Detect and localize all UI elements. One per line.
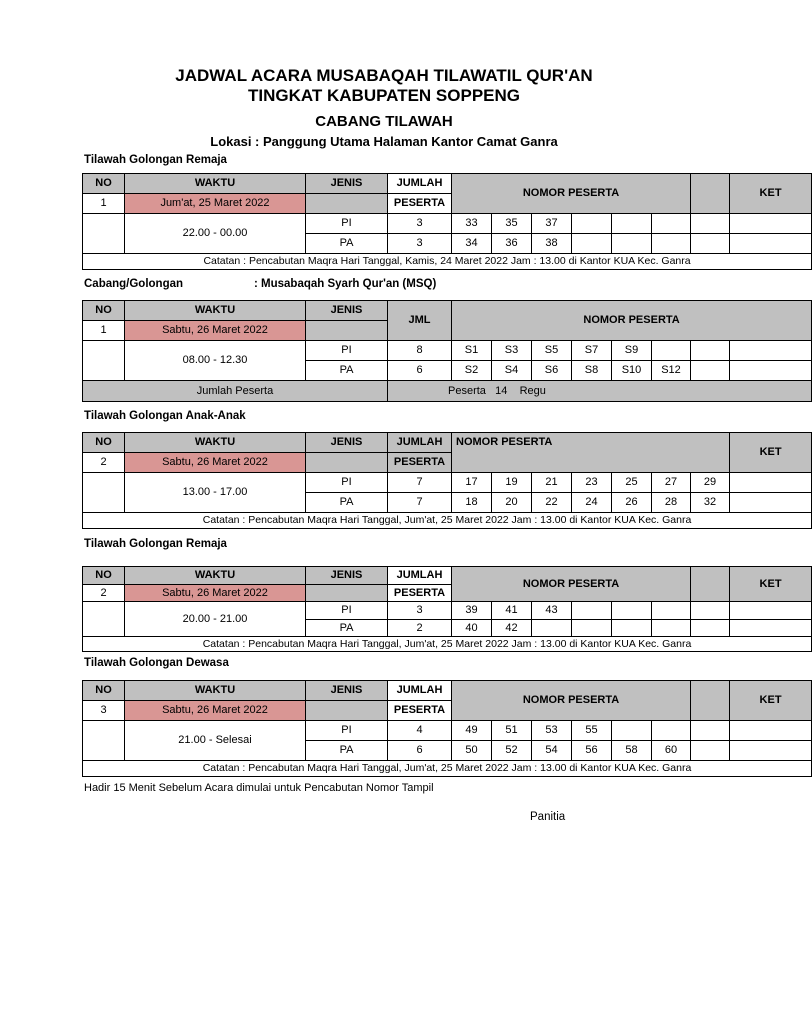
nomor-cell (691, 620, 730, 637)
header-jenis: JENIS (306, 301, 388, 321)
nomor-cell (691, 361, 730, 381)
header-jumlah: JUMLAH (388, 681, 452, 701)
signature: Panitia (530, 811, 566, 823)
nomor-cell: 23 (572, 473, 612, 493)
nomor-cell (652, 602, 691, 620)
schedule-table-remaja-2 (82, 566, 812, 652)
ket-cell (730, 620, 812, 637)
header-no: NO (83, 681, 125, 701)
nomor-cell: S3 (492, 341, 532, 361)
nomor-cell (691, 602, 730, 620)
jumlah-pa: 7 (388, 493, 452, 513)
session-no: 2 (83, 453, 125, 473)
header-no: NO (83, 567, 125, 585)
nomor-cell: 54 (532, 741, 572, 761)
session-date: Sabtu, 26 Maret 2022 (125, 321, 306, 341)
nomor-cell: 53 (532, 721, 572, 741)
jumlah-pi: 3 (388, 602, 452, 620)
jumlah-pi: 7 (388, 473, 452, 493)
header-ket: KET (730, 567, 812, 602)
session-time: 13.00 - 17.00 (125, 473, 306, 513)
header-jenis: JENIS (306, 681, 388, 701)
nomor-cell (532, 620, 572, 637)
nomor-cell (652, 620, 691, 637)
nomor-cell: 28 (652, 493, 691, 513)
cabang-golongan-value: : Musabaqah Syarh Qur'an (MSQ) (254, 278, 437, 290)
nomor-cell: 60 (652, 741, 691, 761)
header-waktu: WAKTU (125, 433, 306, 453)
jumlah-pi: 8 (388, 341, 452, 361)
header-blank (691, 174, 730, 214)
section-note: Catatan : Pencabutan Maqra Hari Tanggal, Kamis, 24 Maret 2022 Jam : 13.00 di Kantor KUA Kec. Ganra (83, 254, 812, 270)
session-no: 2 (83, 585, 125, 602)
section-note: Catatan : Pencabutan Maqra Hari Tanggal, Jum'at, 25 Maret 2022 Jam : 13.00 di Kantor KUA Kec. Ganra (83, 637, 812, 652)
section-label: Tilawah Golongan Remaja (84, 538, 227, 550)
nomor-cell (691, 721, 730, 741)
nomor-cell: 36 (492, 234, 532, 254)
header-nomor-peserta: NOMOR PESERTA (452, 567, 691, 602)
section-note: Catatan : Pencabutan Maqra Hari Tanggal, Jum'at, 25 Maret 2022 Jam : 13.00 di Kantor KUA Kec. Ganra (83, 513, 812, 529)
subtitle: CABANG TILAWAH (315, 113, 453, 130)
header-blank (691, 681, 730, 721)
jenis-pi: PI (306, 341, 388, 361)
jenis-pa: PA (306, 741, 388, 761)
title-line-1: JADWAL ACARA MUSABAQAH TILAWATIL QUR'AN (175, 66, 593, 85)
session-date: Jum'at, 25 Maret 2022 (125, 194, 306, 214)
nomor-cell (612, 234, 652, 254)
nomor-cell (572, 620, 612, 637)
nomor-cell: 20 (492, 493, 532, 513)
nomor-cell: 25 (612, 473, 652, 493)
ket-cell (730, 361, 812, 381)
nomor-cell: S9 (612, 341, 652, 361)
section-label: Tilawah Golongan Dewasa (84, 657, 229, 669)
date-blank (306, 701, 388, 721)
date-blank (306, 194, 388, 214)
nomor-cell: 26 (612, 493, 652, 513)
session-time: 22.00 - 00.00 (125, 214, 306, 254)
nomor-cell (691, 234, 730, 254)
date-blank (306, 585, 388, 602)
header-no: NO (83, 174, 125, 194)
session-date: Sabtu, 26 Maret 2022 (125, 701, 306, 721)
jenis-pa: PA (306, 493, 388, 513)
jenis-pa: PA (306, 234, 388, 254)
header-nomor-peserta: NOMOR PESERTA (452, 301, 812, 341)
nomor-cell (572, 214, 612, 234)
schedule-table-dewasa (82, 680, 812, 777)
nomor-cell: S2 (452, 361, 492, 381)
jenis-pi: PI (306, 721, 388, 741)
nomor-cell (691, 341, 730, 361)
jumlah-pi: 4 (388, 721, 452, 741)
nomor-cell: 19 (492, 473, 532, 493)
session-date: Sabtu, 26 Maret 2022 (125, 585, 306, 602)
header-peserta: PESERTA (388, 453, 452, 473)
nomor-cell: 42 (492, 620, 532, 637)
header-nomor-peserta: NOMOR PESERTA (452, 174, 691, 214)
header-ket: KET (730, 433, 812, 473)
section-label: Tilawah Golongan Anak-Anak (84, 410, 246, 422)
jenis-pa: PA (306, 620, 388, 637)
ket-cell (730, 602, 812, 620)
nomor-cell (572, 602, 612, 620)
nomor-cell: 33 (452, 214, 492, 234)
nomor-cell: S12 (652, 361, 691, 381)
nomor-cell: 37 (532, 214, 572, 234)
total-peserta-count: 14 (495, 384, 508, 397)
no-blank (83, 473, 125, 513)
header-jenis: JENIS (306, 567, 388, 585)
nomor-cell (652, 721, 691, 741)
header-nomor-peserta: NOMOR PESERTA (452, 433, 730, 473)
date-blank (306, 453, 388, 473)
header-waktu: WAKTU (125, 301, 306, 321)
section-note: Catatan : Pencabutan Maqra Hari Tanggal, Jum'at, 25 Maret 2022 Jam : 13.00 di Kantor KUA Kec. Ganra (83, 761, 812, 777)
jenis-pa: PA (306, 361, 388, 381)
nomor-cell: 17 (452, 473, 492, 493)
no-blank (83, 721, 125, 761)
title-line-2: TINGKAT KABUPATEN SOPPENG (247, 86, 520, 105)
no-blank (83, 341, 125, 381)
cabang-golongan-label: Cabang/Golongan (84, 278, 184, 290)
session-time: 20.00 - 21.00 (125, 602, 306, 637)
nomor-cell: 29 (691, 473, 730, 493)
jumlah-peserta-value (388, 381, 812, 402)
nomor-cell: S4 (492, 361, 532, 381)
nomor-cell (652, 341, 691, 361)
header-waktu: WAKTU (125, 174, 306, 194)
session-no: 1 (83, 321, 125, 341)
nomor-cell (652, 234, 691, 254)
no-blank (83, 602, 125, 637)
ket-cell (730, 214, 812, 234)
ket-cell (730, 721, 812, 741)
jenis-pi: PI (306, 473, 388, 493)
jumlah-peserta-label: Jumlah Peserta (83, 381, 388, 402)
header-blank (691, 567, 730, 602)
nomor-cell: 35 (492, 214, 532, 234)
ket-cell (730, 234, 812, 254)
footer-note: Hadir 15 Menit Sebelum Acara dimulai untuk Pencabutan Nomor Tampil (84, 782, 434, 794)
nomor-cell: 41 (492, 602, 532, 620)
nomor-cell (612, 721, 652, 741)
nomor-cell (691, 214, 730, 234)
jumlah-pa: 2 (388, 620, 452, 637)
section-label: Tilawah Golongan Remaja (84, 154, 227, 166)
header-waktu: WAKTU (125, 567, 306, 585)
session-no: 1 (83, 194, 125, 214)
session-time: 21.00 - Selesai (125, 721, 306, 761)
location: Lokasi : Panggung Utama Halaman Kantor Camat Ganra (210, 134, 558, 149)
nomor-cell (612, 620, 652, 637)
jenis-pi: PI (306, 602, 388, 620)
ket-cell (730, 741, 812, 761)
header-jumlah: JUMLAH (388, 433, 452, 453)
nomor-cell: 32 (691, 493, 730, 513)
header-jenis: JENIS (306, 174, 388, 194)
jumlah-pa: 6 (388, 741, 452, 761)
nomor-cell: 56 (572, 741, 612, 761)
nomor-cell: 18 (452, 493, 492, 513)
nomor-cell: 52 (492, 741, 532, 761)
nomor-cell (691, 741, 730, 761)
header-nomor-peserta: NOMOR PESERTA (452, 681, 691, 721)
date-blank (306, 321, 388, 341)
nomor-cell: 43 (532, 602, 572, 620)
nomor-cell: 39 (452, 602, 492, 620)
nomor-cell: 22 (532, 493, 572, 513)
header-jenis: JENIS (306, 433, 388, 453)
header-peserta: PESERTA (388, 585, 452, 602)
session-time: 08.00 - 12.30 (125, 341, 306, 381)
nomor-cell: 51 (492, 721, 532, 741)
jumlah-pa: 3 (388, 234, 452, 254)
nomor-cell: S6 (532, 361, 572, 381)
jumlah-pa: 6 (388, 361, 452, 381)
nomor-cell: 27 (652, 473, 691, 493)
header-jumlah: JUMLAH (388, 567, 452, 585)
ket-cell (730, 493, 812, 513)
header-peserta: PESERTA (388, 701, 452, 721)
nomor-cell: S5 (532, 341, 572, 361)
nomor-cell: 38 (532, 234, 572, 254)
ket-cell (730, 341, 812, 361)
total-peserta-unit: Regu (519, 384, 546, 397)
jenis-pi: PI (306, 214, 388, 234)
nomor-cell: S1 (452, 341, 492, 361)
header-jumlah: JUMLAH (388, 174, 452, 194)
nomor-cell: S7 (572, 341, 612, 361)
nomor-cell: S8 (572, 361, 612, 381)
nomor-cell: 58 (612, 741, 652, 761)
header-ket: KET (730, 174, 812, 214)
nomor-cell: 40 (452, 620, 492, 637)
no-blank (83, 214, 125, 254)
header-no: NO (83, 433, 125, 453)
nomor-cell: 24 (572, 493, 612, 513)
nomor-cell (572, 234, 612, 254)
header-jml: JML (388, 301, 452, 341)
nomor-cell (612, 214, 652, 234)
header-waktu: WAKTU (125, 681, 306, 701)
header-peserta: PESERTA (388, 194, 452, 214)
nomor-cell: 34 (452, 234, 492, 254)
schedule-table-remaja-1 (82, 173, 812, 270)
nomor-cell: 55 (572, 721, 612, 741)
nomor-cell (652, 214, 691, 234)
schedule-table-msq (82, 300, 812, 402)
header-no: NO (83, 301, 125, 321)
session-date: Sabtu, 26 Maret 2022 (125, 453, 306, 473)
ket-cell (730, 473, 812, 493)
nomor-cell: S10 (612, 361, 652, 381)
schedule-table-anak-anak (82, 432, 812, 529)
nomor-cell: 50 (452, 741, 492, 761)
total-peserta-word: Peserta (448, 384, 486, 397)
header-ket: KET (730, 681, 812, 721)
session-no: 3 (83, 701, 125, 721)
nomor-cell (612, 602, 652, 620)
jumlah-pi: 3 (388, 214, 452, 234)
nomor-cell: 49 (452, 721, 492, 741)
nomor-cell: 21 (532, 473, 572, 493)
